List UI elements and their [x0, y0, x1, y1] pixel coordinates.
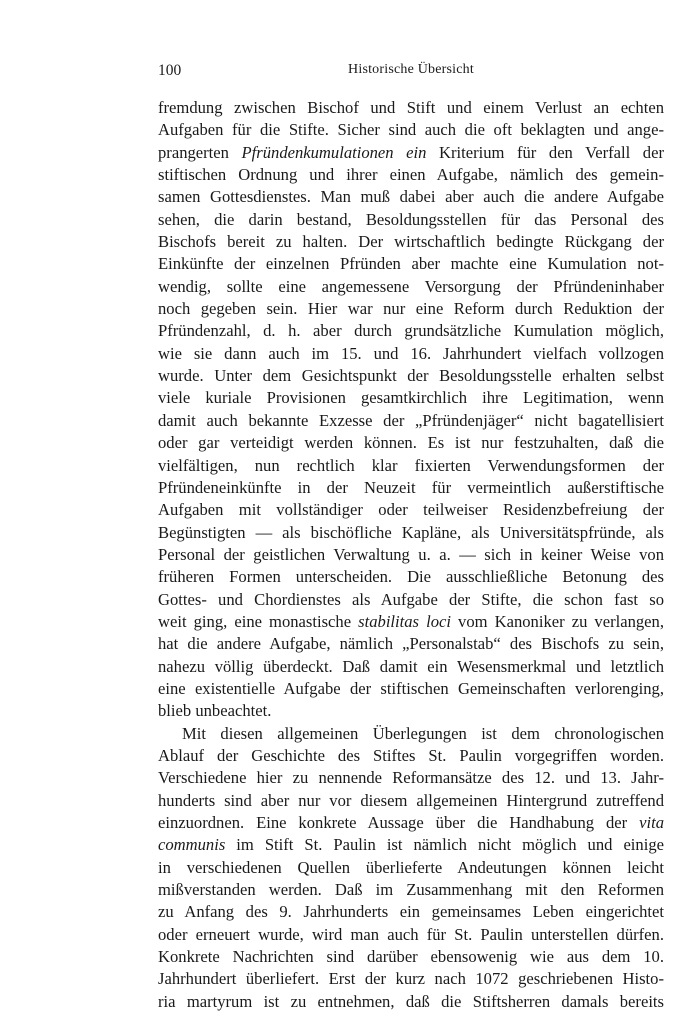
text-run: Kriterium für den Verfall der — [426, 142, 664, 162]
page-number: 100 — [158, 62, 182, 79]
text-run: blieb unbeachtet. — [158, 701, 272, 721]
text-run: wurde. Unter dem Gesichtspunkt der Besoldungsstelle erhalten selbst — [158, 366, 664, 386]
text-line — [158, 656, 664, 678]
text-line — [158, 522, 664, 544]
running-head — [158, 62, 664, 82]
text-run: Aufgaben mit vollständiger oder teilweiser Residenzbefreiung der — [158, 500, 664, 520]
text-run: Aufgaben für die Stifte. Sicher sind auch die oft beklagten und ange- — [158, 120, 664, 140]
text-run: Pfründenzahl, d. h. aber durch grundsätzliche Kumulation möglich, — [158, 321, 664, 341]
text-run: noch gegeben sein. Hier war nur eine Reform durch Reduktion der — [158, 299, 664, 319]
text-run: früheren Formen unterscheiden. Die ausschließliche Betonung des — [158, 567, 664, 587]
text-run: in verschiedenen Quellen überlieferte Andeutungen können leicht — [158, 857, 664, 877]
text-line — [158, 678, 664, 700]
text-line — [158, 566, 664, 588]
text-line — [158, 97, 664, 119]
text-run: sehen, die darin bestand, Besoldungsstellen für das Personal des — [158, 209, 664, 229]
text-line — [158, 365, 664, 387]
text-line — [158, 968, 664, 990]
text-run: prangerten — [158, 142, 242, 162]
text-line — [158, 186, 664, 208]
italic-text: stabilitas loci — [358, 611, 451, 631]
text-line — [158, 499, 664, 521]
text-line — [158, 633, 664, 655]
text-run: stiftischen Ordnung und ihrer einen Aufgabe, nämlich des gemein- — [158, 165, 664, 185]
text-run: ria martyrum ist zu entnehmen, daß die Stiftsherren damals bereits — [158, 991, 664, 1011]
running-title: Historische Übersicht — [348, 62, 474, 77]
text-line — [158, 589, 664, 611]
text-line — [158, 901, 664, 923]
text-run: Begünstigten — als bischöfliche Kapläne, als Universitätspfründe, als — [158, 522, 664, 542]
paragraph — [158, 723, 664, 1013]
text-line — [158, 790, 664, 812]
text-line — [158, 253, 664, 275]
text-run: Jahrhundert überliefert. Erst der kurz nach 1072 geschriebenen Histo- — [158, 969, 664, 989]
text-run: Verschiedene hier zu nennende Reformansätze des 12. und 13. Jahr- — [158, 768, 664, 788]
italic-text: vita — [639, 813, 664, 832]
text-run: wendig, sollte eine angemessene Versorgung der Pfründeninhaber — [158, 276, 664, 296]
text-line — [158, 924, 664, 946]
text-run: viele kuriale Provisionen gesamtkirchlich ihre Legitimation, wenn — [158, 388, 664, 408]
text-line — [158, 834, 664, 856]
text-line — [158, 745, 664, 767]
text-run: Ablauf der Geschichte des Stiftes St. Paulin vorgegriffen worden. — [158, 745, 664, 765]
text-run: damit auch bekannte Exzesse der „Pfründenjäger“ nicht bagatellisiert — [158, 410, 664, 430]
text-run: samen Gottesdienstes. Man muß dabei aber auch die andere Aufgabe — [158, 187, 664, 207]
text-line — [158, 142, 664, 164]
text-line — [158, 544, 664, 566]
text-line — [158, 879, 664, 901]
italic-text: communis — [158, 835, 226, 855]
text-run: Konkrete Nachrichten sind darüber ebensowenig wie aus dem 10. — [158, 947, 664, 967]
text-run: Pfründeneinkünfte in der Neuzeit für vermeintlich außerstiftische — [158, 477, 664, 497]
text-run: zu Anfang des 9. Jahrhunderts ein gemeinsames Leben eingerichtet — [158, 902, 664, 922]
text-run: Mit diesen allgemeinen Überlegungen ist dem chronologischen — [182, 723, 664, 743]
text-run: Bischofs bereit zu halten. Der wirtschaftlich bedingte Rückgang der — [158, 232, 664, 252]
text-line — [158, 231, 664, 253]
text-run: wie sie dann auch im 15. und 16. Jahrhundert vielfach vollzogen — [158, 343, 664, 363]
text-line — [158, 700, 664, 722]
text-line — [158, 410, 664, 432]
text-run: weit ging, eine monastische — [158, 611, 359, 631]
text-run: hunderts sind aber nur vor diesem allgemeinen Hintergrund zutreffend — [158, 790, 664, 810]
text-line — [158, 611, 664, 633]
text-run: eine existentielle Aufgabe der stiftischen Gemeinschaften verlorenging, — [158, 678, 664, 698]
text-line — [158, 209, 664, 231]
body-text — [158, 97, 664, 1013]
text-line — [158, 991, 664, 1013]
paragraph — [158, 97, 664, 723]
text-run: nahezu völlig überdeckt. Daß damit ein Wesensmerkmal und letztlich — [158, 656, 664, 676]
text-line — [158, 477, 664, 499]
text-line — [158, 119, 664, 141]
text-run: Personal der geistlichen Verwaltung u. a. — sich in keiner Weise von — [158, 544, 664, 564]
italic-text: Pfründenkumulationen ein — [241, 142, 427, 162]
text-line — [158, 320, 664, 342]
text-run: Gottes- und Chordienstes als Aufgabe der Stifte, die schon fast so — [158, 589, 664, 609]
text-run: fremdung zwischen Bischof und Stift und einem Verlust an echten — [158, 98, 664, 117]
text-run: hat die andere Aufgabe, nämlich „Personalstab“ des Bischofs zu sein, — [158, 634, 664, 654]
text-line — [158, 298, 664, 320]
text-run: oder erneuert wurde, wird man auch für St. Paulin unterstellen dürfen. — [158, 924, 664, 944]
text-line — [158, 387, 664, 409]
text-line — [158, 812, 664, 834]
text-line — [158, 432, 664, 454]
text-line — [158, 723, 664, 745]
text-line — [158, 276, 664, 298]
text-run: im Stift St. Paulin ist nämlich nicht möglich und einige — [225, 835, 664, 855]
text-run: oder gar verteidigt werden können. Es ist nur festzuhalten, daß die — [158, 433, 664, 453]
text-line — [158, 857, 664, 879]
text-run: einzuordnen. Eine konkrete Aussage über die Handhabung der — [158, 813, 640, 832]
text-line — [158, 767, 664, 789]
text-line — [158, 946, 664, 968]
text-line — [158, 164, 664, 186]
text-run: vielfältigen, nun rechtlich klar fixierten Verwendungsformen der — [158, 455, 664, 475]
text-line — [158, 455, 664, 477]
text-line — [158, 343, 664, 365]
text-run: Einkünfte der einzelnen Pfründen aber machte eine Kumulation not- — [158, 254, 664, 274]
text-run: vom Kanoniker zu verlangen, — [450, 611, 664, 631]
text-run: mißverstanden werden. Daß im Zusammenhang mit den Reformen — [158, 880, 664, 900]
